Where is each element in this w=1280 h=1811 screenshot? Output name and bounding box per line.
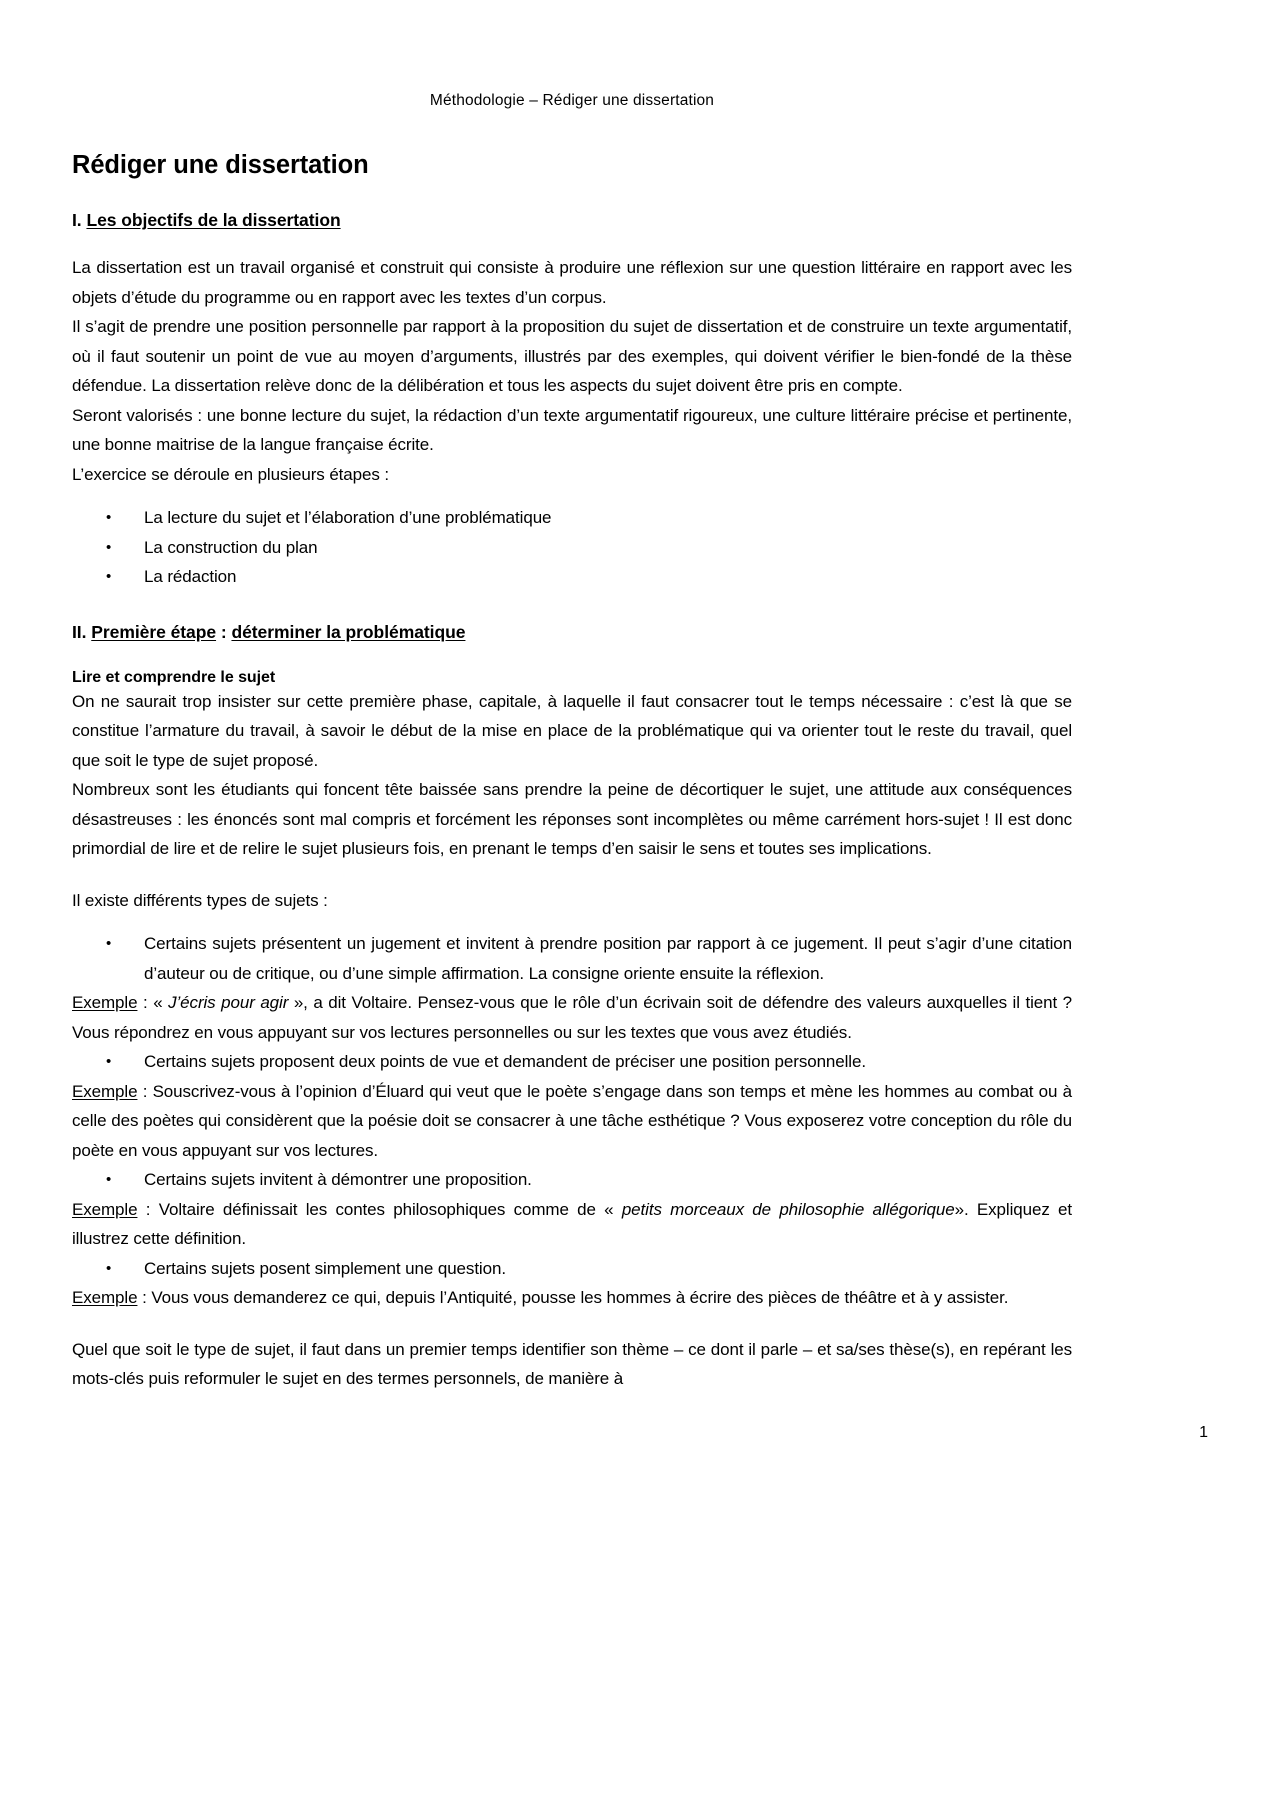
- example-pre: : Voltaire définissait les contes philosophiques comme de «: [137, 1199, 622, 1219]
- paragraph: Il s’agit de prendre une position personnelle par rapport à la proposition du sujet de dissertation et de construire un texte argumentatif, où il faut soutenir un point de vue au moyen d’arguments, illustrés par des exemples, qui doivent vérifier le bien-fondé de la thèse défendue. La dissertation relève donc de la délibération et tous les aspects du sujet doivent être pris en compte.: [72, 317, 1072, 395]
- bullet-icon: •: [106, 1171, 112, 1188]
- list-item-label: La lecture du sujet et l’élaboration d’une problématique: [144, 508, 552, 527]
- list-item-label: Certains sujets invitent à démontrer une proposition.: [144, 1170, 532, 1189]
- list-item: [72, 1047, 1072, 1077]
- example-paragraph: [72, 1283, 1072, 1313]
- paragraph: La dissertation est un travail organisé et construit qui consiste à produire une réflexion sur une question littéraire en rapport avec les objets d’étude du programme ou en rapport avec les textes d’un corpus.: [72, 258, 1072, 307]
- example-paragraph: [72, 988, 1072, 1047]
- paragraph: L’exercice se déroule en plusieurs étapes :: [72, 464, 390, 484]
- paragraph: Nombreux sont les étudiants qui foncent tête baissée sans prendre la peine de décortiquer le sujet, une attitude aux conséquences désastreuses : les énoncés sont mal compris et forcément les réponses sont incomplètes ou même carrément hors-sujet ! Il est donc primordial de lire et de relire le sujet plusieurs fois, en prenant le temps d’en saisir le sens et toutes ses implications.: [72, 780, 1072, 858]
- example-paragraph: [72, 1195, 1072, 1254]
- example-label: Exemple: [72, 1288, 138, 1307]
- list-item: [72, 1254, 1072, 1284]
- bullet-icon: •: [106, 568, 112, 585]
- example-pre: : Souscrivez-vous à l’opinion d’Éluard qui veut que le poète s’engage dans son temps et mène les hommes au combat ou à celle des poètes qui considèrent que la poésie doit se consacrer à une tâche esthétique ? Vous exposerez votre conception du rôle du poète en vous appuyant sur vos lectures.: [72, 1081, 1072, 1160]
- section-heading-1: [72, 180, 1072, 231]
- paragraph: Il existe différents types de sujets :: [72, 890, 328, 910]
- list-item-label: La rédaction: [144, 567, 237, 586]
- bullet-icon: •: [106, 1259, 112, 1277]
- page-title: Rédiger une dissertation: [72, 151, 369, 179]
- section-title-2-part1: Première étape: [91, 621, 217, 642]
- sujet-type-list-3: [72, 1165, 1072, 1195]
- bullet-icon: •: [106, 538, 112, 556]
- list-item: [72, 562, 1072, 592]
- list-item: [72, 1165, 1072, 1195]
- bullet-icon: •: [106, 509, 112, 526]
- list-item-label: Certains sujets présentent un jugement et invitent à prendre position par rapport à ce jugement. Il peut s’agir d’une citation d’auteur ou de critique, ou d’une simple affirmation. La consigne oriente ensuite la réflexion.: [144, 934, 1072, 983]
- section-heading-2: [72, 592, 1072, 643]
- list-item-label: La construction du plan: [144, 537, 318, 557]
- section-number-2: II.: [72, 621, 87, 642]
- bullet-icon: •: [106, 1053, 112, 1070]
- closing-paragraph: Quel que soit le type de sujet, il faut dans un premier temps identifier son thème – ce dont il parle – et sa/ses thèse(s), en repérant les mots-clés puis reformuler le sujet en des termes personnels, de manière à: [72, 1339, 1072, 1388]
- example-label: Exemple: [72, 993, 138, 1012]
- paragraph: On ne saurait trop insister sur cette première phase, capitale, à laquelle il faut consacrer tout le temps nécessaire : c’est là que se constitue l’armature du travail, à savoir le début de la mise en place de la problématique qui va orienter tout le reste du travail, quel que soit le type de sujet proposé.: [72, 691, 1072, 770]
- list-item: [72, 929, 1072, 988]
- example-quote: petits morceaux de philosophie allégorique: [621, 1199, 955, 1219]
- sujet-type-list-1: [72, 915, 1072, 988]
- example-pre: : «: [137, 993, 169, 1012]
- list-item-label: Certains sujets proposent deux points de vue et demandent de préciser une position personnelle.: [144, 1052, 866, 1071]
- sub-heading-lire-comprendre: Lire et comprendre le sujet: [72, 668, 276, 686]
- example-post: ». Expliquez et illustrez cette définition.: [72, 1199, 1073, 1248]
- example-quote: J’écris pour agir: [168, 993, 289, 1012]
- section-title-1: Les objectifs de la dissertation: [86, 210, 341, 230]
- example-pre: : Vous vous demanderez ce qui, depuis l’Antiquité, pousse les hommes à écrire des pièces de théâtre et à y assister.: [137, 1288, 1009, 1307]
- section-title-2-separator: :: [216, 621, 232, 642]
- example-label: Exemple: [72, 1081, 138, 1101]
- section-number-1: I.: [72, 210, 82, 230]
- document-content: [72, 0, 1072, 1394]
- example-label: Exemple: [72, 1199, 138, 1219]
- list-item-label: Certains sujets posent simplement une question.: [144, 1258, 506, 1278]
- section-title-2-part2: déterminer la problématique: [231, 621, 466, 642]
- list-item: [72, 533, 1072, 563]
- sujet-type-list-4: [72, 1254, 1072, 1284]
- example-paragraph: [72, 1077, 1072, 1166]
- steps-list: [72, 489, 1072, 592]
- sujet-type-list-2: [72, 1047, 1072, 1077]
- example-post: », a dit Voltaire. Pensez-vous que le rôle d’un écrivain soit de défendre des valeurs auxquelles il tient ? Vous répondrez en vous appuyant sur vos lectures personnelles ou sur les textes que vous avez étudiés.: [72, 993, 1072, 1042]
- paragraph: Seront valorisés : une bonne lecture du sujet, la rédaction d’un texte argumentatif rigoureux, une culture littéraire précise et pertinente, une bonne maitrise de la langue française écrite.: [72, 405, 1072, 454]
- running-head: Méthodologie – Rédiger une dissertation: [429, 92, 715, 109]
- page-number: 1: [1199, 1424, 1208, 1441]
- bullet-icon: •: [106, 935, 112, 952]
- list-item: [72, 503, 1072, 533]
